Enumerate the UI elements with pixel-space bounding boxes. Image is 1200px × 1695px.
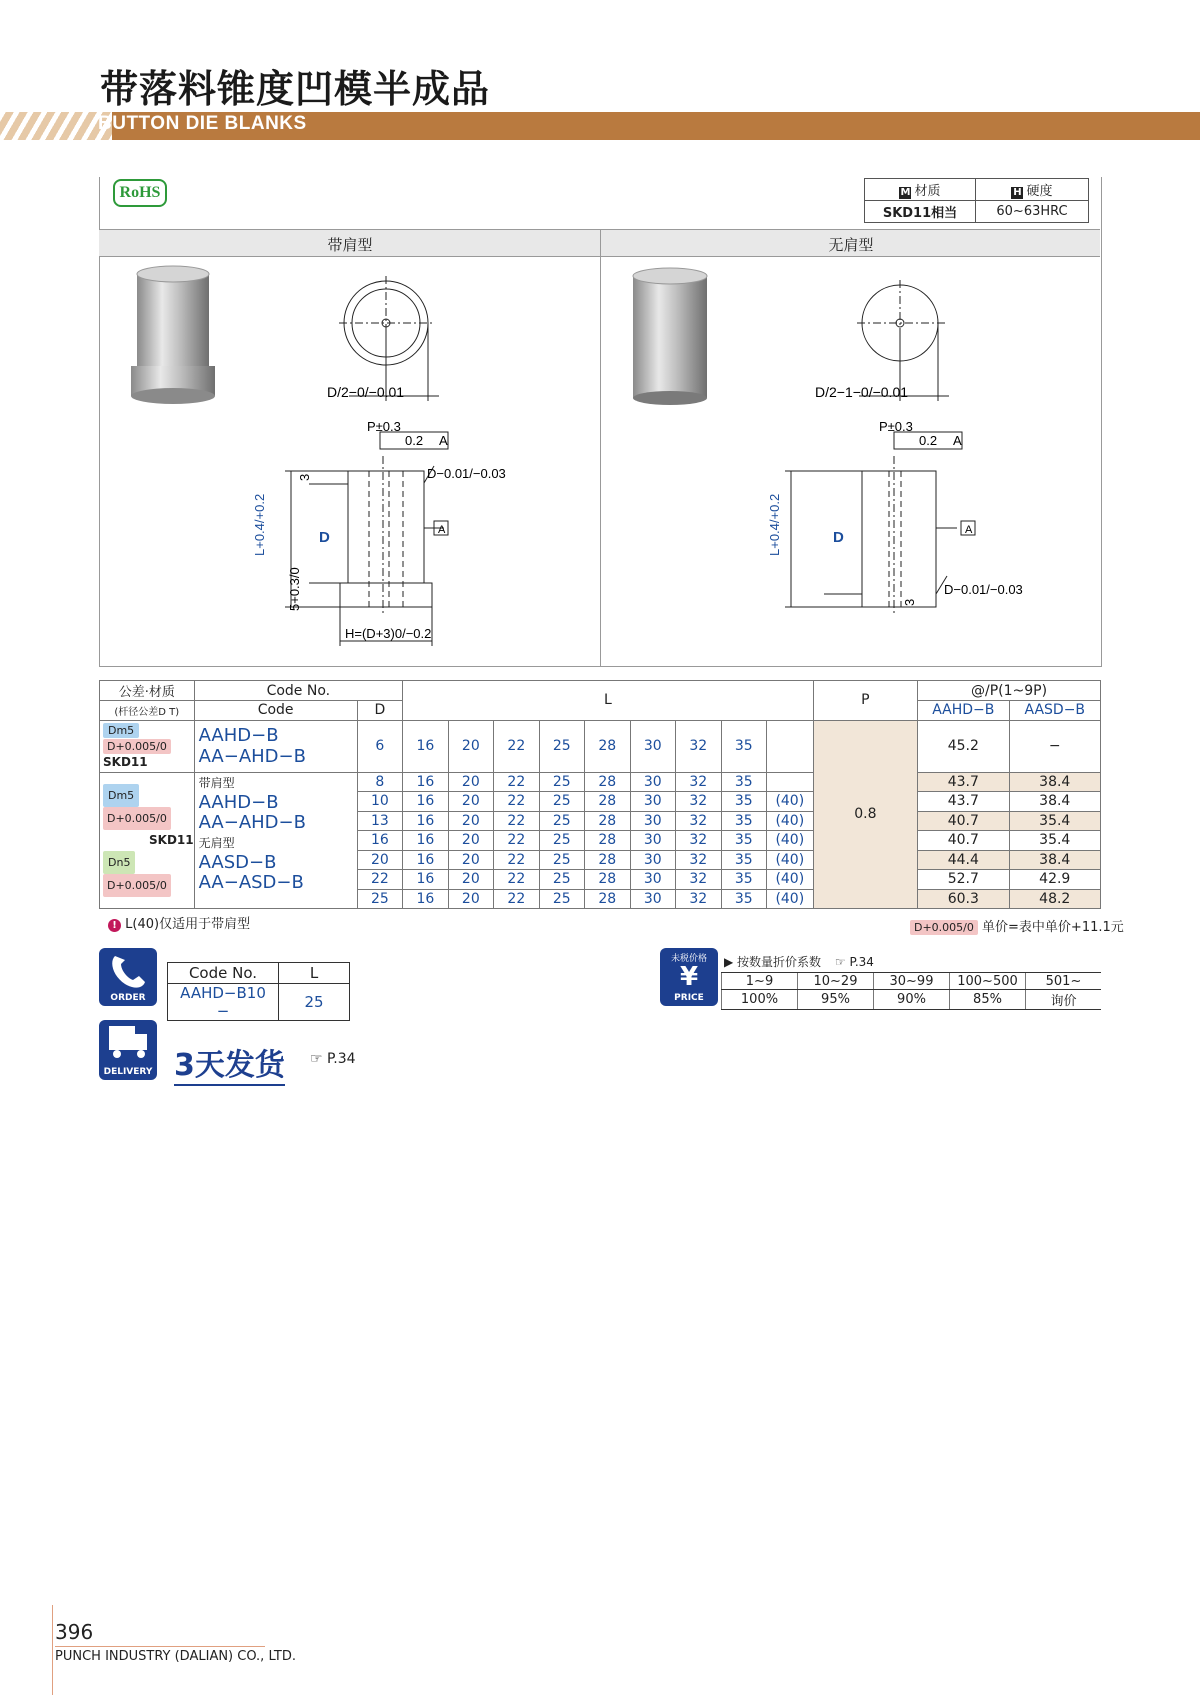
section-left-title: 带肩型 [327, 236, 373, 254]
order-example-table [167, 962, 350, 1021]
concentric-value-right: 0.2 [919, 433, 938, 448]
h-l: L [403, 681, 814, 721]
company-name: PUNCH INDUSTRY (DALIAN) CO., LTD. [55, 1649, 296, 1664]
price-icon-top: 未税价格 [670, 954, 707, 964]
row4-l2: 22 [494, 850, 539, 870]
g2-code4: AA−ASD−B [198, 871, 304, 893]
h-formula: H=(D+3)0/−0.2 [345, 626, 432, 641]
page-subtitle: BUTTON DIE BLANKS [98, 113, 307, 134]
row1-l1: 20 [448, 792, 493, 812]
left-top-dim: D/2−0/−0.01 [327, 384, 405, 400]
no-shoulder-type-top-view [857, 280, 949, 401]
row3-aahd: 40.7 [918, 831, 1009, 851]
g1-l2: 22 [494, 720, 539, 772]
rate-2: 90% [874, 990, 950, 1010]
shoulder-type-top-view [339, 276, 439, 401]
l40-note-text: L(40)仅适用于带肩型 [125, 917, 251, 932]
row5-l1: 20 [448, 870, 493, 890]
row0-l5: 30 [630, 772, 675, 792]
d-tol-right: D−0.01/−0.03 [944, 582, 1023, 597]
row1-aahd: 43.7 [918, 792, 1009, 812]
g1-l3: 25 [539, 720, 584, 772]
row3-l5: 30 [630, 831, 675, 851]
g1-tol [100, 720, 195, 772]
right-top-dim: D/2−1−0/−0.01 [815, 384, 909, 400]
order-icon [99, 948, 157, 1006]
three-dim: 3 [297, 473, 312, 481]
row4-l5: 30 [630, 850, 675, 870]
material-value: SKD11相当 [865, 201, 976, 223]
g2-code3: AASD−B [198, 851, 277, 873]
row3-l4: 28 [585, 831, 630, 851]
footer-vline [52, 1605, 53, 1695]
g1-code1: AAHD−B [198, 725, 279, 746]
l-tol-right: L+0.4/+0.2 [767, 493, 782, 556]
g2-tol [100, 772, 195, 909]
no-shoulder-type-photo [633, 268, 707, 405]
d-tol-badge-3: D+0.005/0 [103, 874, 171, 897]
row5-aahd: 52.7 [918, 870, 1009, 890]
qty-3: 100~500 [950, 973, 1026, 990]
row0-aahd: 43.7 [918, 772, 1009, 792]
g1-l6: 32 [676, 720, 721, 772]
row2-l1: 20 [448, 811, 493, 831]
price-discount-label [724, 953, 874, 970]
dm5-badge: Dm5 [103, 723, 139, 738]
stripe-decoration [0, 112, 112, 140]
h-tol-sub: (杆径公差D T) [100, 701, 195, 721]
qty-2: 30~99 [874, 973, 950, 990]
tolerance-price-text: 单价=表中单价+11.1元 [982, 920, 1124, 935]
row2-d: 13 [357, 811, 402, 831]
delivery-icon [99, 1020, 157, 1080]
dt-label: D [319, 529, 330, 546]
g1-aahd: 45.2 [918, 720, 1009, 772]
row5-l8: (40) [766, 870, 813, 890]
rate-0: 100% [722, 990, 798, 1010]
qty-4: 501~ [1026, 973, 1102, 990]
row5-l5: 30 [630, 870, 675, 890]
delivery-days: 3天发货 [174, 1040, 285, 1086]
row3-l3: 25 [539, 831, 584, 851]
row4-aasd: 38.4 [1009, 850, 1100, 870]
price-discount-text: ▶ 按数量折价系数 [724, 955, 822, 969]
row6-l8: (40) [766, 889, 813, 909]
order-h-code: Code No. [168, 963, 279, 984]
row1-d: 10 [357, 792, 402, 812]
datum-label: A [439, 433, 448, 448]
h-aasd: AASD−B [1009, 701, 1100, 721]
row6-l4: 28 [585, 889, 630, 909]
row4-l6: 32 [676, 850, 721, 870]
row1-l5: 30 [630, 792, 675, 812]
datum-a-box: A [438, 524, 446, 536]
rate-3: 85% [950, 990, 1026, 1010]
row5-aasd: 42.9 [1009, 870, 1100, 890]
row4-l7: 35 [721, 850, 766, 870]
concentric-value: 0.2 [405, 433, 424, 448]
g1-l1: 20 [448, 720, 493, 772]
row2-l0: 16 [403, 811, 448, 831]
row5-l3: 25 [539, 870, 584, 890]
warning-icon: ! [108, 919, 121, 932]
row2-l2: 22 [494, 811, 539, 831]
g1-l4: 28 [585, 720, 630, 772]
row2-l8: (40) [766, 811, 813, 831]
row6-l5: 30 [630, 889, 675, 909]
row1-aasd: 38.4 [1009, 792, 1100, 812]
row3-l8: (40) [766, 831, 813, 851]
g1-code2: AA−AHD−B [198, 746, 306, 767]
row1-l4: 28 [585, 792, 630, 812]
g2-codes [194, 772, 357, 909]
order-h-l: L [279, 963, 350, 984]
row6-l1: 20 [448, 889, 493, 909]
row5-d: 22 [357, 870, 402, 890]
price-icon-label: PRICE [674, 993, 704, 1003]
g2-mat: SKD11 [149, 832, 194, 847]
rate-1: 95% [798, 990, 874, 1010]
d-tol-badge-note: D+0.005/0 [910, 920, 978, 935]
row6-d: 25 [357, 889, 402, 909]
no-shoulder-type-side-view [785, 432, 962, 616]
yen-icon: ¥ [679, 962, 699, 992]
row4-l3: 25 [539, 850, 584, 870]
g1-l8 [766, 720, 813, 772]
row1-l7: 35 [721, 792, 766, 812]
material-label: 材质 [914, 184, 941, 199]
row3-d: 16 [357, 831, 402, 851]
g1-codes [194, 720, 357, 772]
row0-d: 8 [357, 772, 402, 792]
order-l: 25 [279, 984, 350, 1021]
row6-l0: 16 [403, 889, 448, 909]
rohs-badge: RoHS [113, 179, 167, 207]
d-tol-badge: D+0.005/0 [103, 739, 171, 754]
row6-l2: 22 [494, 889, 539, 909]
row0-l8 [766, 772, 813, 792]
row0-aasd: 38.4 [1009, 772, 1100, 792]
phone-icon [99, 948, 157, 992]
dm5-badge-2: Dm5 [103, 784, 139, 807]
h-codeno: Code No. [194, 681, 403, 701]
row0-l1: 20 [448, 772, 493, 792]
h-tol-mat: 公差·材质 [100, 681, 195, 701]
row1-l8: (40) [766, 792, 813, 812]
page-number: 396 [55, 1620, 94, 1644]
spec-table [99, 680, 1101, 909]
row0-l2: 22 [494, 772, 539, 792]
l40-note [108, 913, 250, 932]
m-key-icon: M [900, 187, 911, 198]
hardness-value: 60~63HRC [976, 201, 1089, 223]
g2-type1: 带肩型 [198, 775, 235, 790]
row3-l2: 22 [494, 831, 539, 851]
row3-l0: 16 [403, 831, 448, 851]
row3-l7: 35 [721, 831, 766, 851]
row3-l6: 32 [676, 831, 721, 851]
row4-l8: (40) [766, 850, 813, 870]
row2-aahd: 40.7 [918, 811, 1009, 831]
shoulder-type-photo [131, 266, 215, 404]
row4-aahd: 44.4 [918, 850, 1009, 870]
row1-l0: 16 [403, 792, 448, 812]
row4-l0: 16 [403, 850, 448, 870]
row2-l6: 32 [676, 811, 721, 831]
h-key-icon: H [1013, 187, 1022, 198]
row6-aasd: 48.2 [1009, 889, 1100, 909]
g2-code2: AA−AHD−B [198, 811, 306, 833]
row0-l4: 28 [585, 772, 630, 792]
row5-l2: 22 [494, 870, 539, 890]
row2-l7: 35 [721, 811, 766, 831]
order-code: AAHD−B10 − [168, 984, 279, 1021]
page-title: 带落料锥度凹模半成品 [100, 67, 491, 111]
row0-l0: 16 [403, 772, 448, 792]
dn5-badge: Dn5 [103, 851, 135, 874]
d-tol-badge-2: D+0.005/0 [103, 807, 171, 830]
row2-l3: 25 [539, 811, 584, 831]
row2-aasd: 35.4 [1009, 811, 1100, 831]
section-right-title: 无肩型 [828, 236, 874, 254]
row5-l4: 28 [585, 870, 630, 890]
h-d: D [357, 701, 402, 721]
dt-label-right: D [833, 529, 844, 546]
g1-l0: 16 [403, 720, 448, 772]
row6-l7: 35 [721, 889, 766, 909]
g1-l7: 35 [721, 720, 766, 772]
datum-a-box-right: A [965, 524, 973, 536]
row3-l1: 20 [448, 831, 493, 851]
rate-4: 询价 [1026, 990, 1102, 1010]
technical-drawing [99, 256, 1100, 666]
qty-1: 10~29 [798, 973, 874, 990]
row0-l3: 25 [539, 772, 584, 792]
row6-aahd: 60.3 [918, 889, 1009, 909]
h-p: P [813, 681, 917, 721]
p-tol-right: P±0.3 [879, 419, 913, 434]
h-price: @/P(1~9P) [918, 681, 1101, 701]
h-code: Code [194, 701, 357, 721]
price-discount-table [721, 972, 1101, 1010]
g2-code1: AAHD−B [198, 791, 279, 813]
row6-l6: 32 [676, 889, 721, 909]
material-table [864, 178, 1089, 223]
row5-l0: 16 [403, 870, 448, 890]
price-ref-link[interactable]: ☞ P.34 [834, 955, 874, 969]
datum-label-right: A [953, 433, 962, 448]
row3-aasd: 35.4 [1009, 831, 1100, 851]
row2-l4: 28 [585, 811, 630, 831]
footer-line [55, 1646, 265, 1647]
row1-l6: 32 [676, 792, 721, 812]
g1-aasd: − [1009, 720, 1100, 772]
p-value: 0.8 [813, 720, 917, 909]
delivery-ref-link[interactable]: ☞ P.34 [310, 1051, 356, 1067]
row0-l7: 35 [721, 772, 766, 792]
g1-l5: 30 [630, 720, 675, 772]
h-aahd: AAHD−B [918, 701, 1009, 721]
row1-l3: 25 [539, 792, 584, 812]
three-dim-right: 3 [902, 598, 917, 606]
qty-0: 1~9 [722, 973, 798, 990]
row5-l6: 32 [676, 870, 721, 890]
order-icon-label: ORDER [110, 993, 146, 1003]
row4-l1: 20 [448, 850, 493, 870]
tolerance-price-note [910, 916, 1124, 935]
g2-type2: 无肩型 [198, 835, 235, 850]
row0-l6: 32 [676, 772, 721, 792]
five-tol: 5+0.3/0 [287, 567, 302, 611]
l-tol: L+0.4/+0.2 [252, 493, 267, 556]
shoulder-type-side-view [285, 432, 448, 646]
price-icon [660, 948, 718, 1006]
g1-mat: SKD11 [103, 755, 148, 769]
p-tol: P±0.3 [367, 419, 401, 434]
d-tol: D−0.01/−0.03 [427, 466, 506, 481]
row1-l2: 22 [494, 792, 539, 812]
row4-d: 20 [357, 850, 402, 870]
row2-l5: 30 [630, 811, 675, 831]
g1-d: 6 [357, 720, 402, 772]
delivery-icon-label: DELIVERY [103, 1067, 153, 1077]
truck-icon [99, 1020, 157, 1064]
row4-l4: 28 [585, 850, 630, 870]
row6-l3: 25 [539, 889, 584, 909]
hardness-label: 硬度 [1026, 184, 1053, 199]
row5-l7: 35 [721, 870, 766, 890]
